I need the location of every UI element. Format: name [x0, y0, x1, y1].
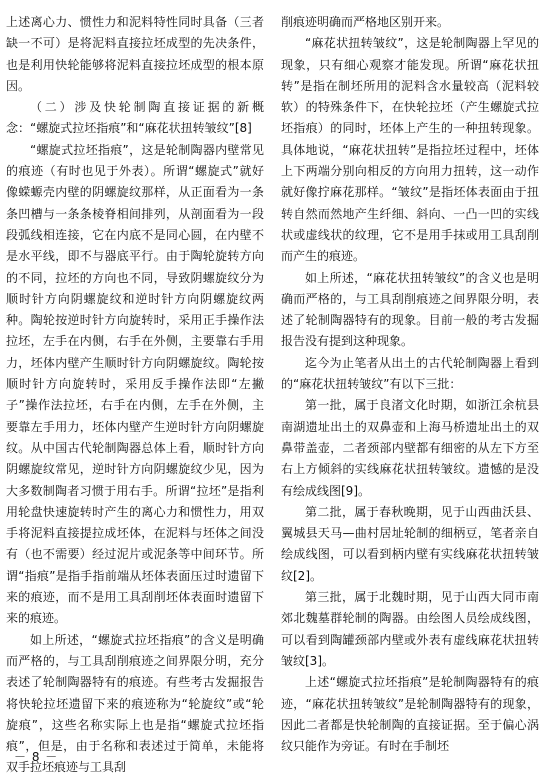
paragraph: 迄今为止笔者从出土的古代轮制陶器上看到的“麻花状扭转皱纹”有以下三批： [281, 355, 539, 392]
section-heading: （二）涉及快轮制陶直接证据的新概念：“螺旋式拉坯指痕”和“麻花状扭转皱纹”[8] [6, 100, 264, 136]
paragraph: 第二批，属于春秋晚期，见于山西曲沃县、翼城县天马—曲村居址轮制的细柄豆，笔者亲自绘成线图，可以看到柄内壁有实线麻花状扭转皱纹[2]。 [281, 504, 539, 583]
paragraph: 削痕迹明确而严格地区别开来。 [281, 15, 450, 29]
paragraph: 如上所述，“麻花状扭转皱纹”的含义也是明确而严格的，与工具刮削痕迹之间界限分明，表述了轮制陶器特有的现象。目前一般的考古发掘报告没有提到这种现象。 [281, 270, 539, 349]
paragraph: 上述离心力、惯性力和泥料特性同时具备（三者缺一不可）是将泥料直接拉坯成型的先决条件，也是利用快轮能够将泥料直接拉坯成型的根本原因。 [6, 15, 264, 93]
right-column [281, 12, 539, 757]
left-column [6, 12, 264, 779]
paragraph: 如上所述，“螺旋式拉坯指痕”的含义是明确而严格的，与工具刮削痕迹之间界限分明，充分表述了轮制陶器特有的痕迹。有些考古发掘报告将快轮拉坯遗留下来的痕迹称为“轮旋纹”或“轮旋痕”，这些名称实际上也是指“螺旋式拉坯指痕”，但是，由于名称和表述过于简单，未能将双手拉坯痕迹与工具刮 [6, 632, 264, 775]
paragraph: “螺旋式拉坯指痕”，这是轮制陶器内壁常见的痕迹（有时也见于外表）。所谓“螺旋式”就好像蝾螈壳内壁的阴螺旋纹那样，从正面看为一条条凹槽与一条条棱脊相间排列，从剖面看为一段段弧线相连接，它在内底不是同心圆，在内壁不是水平线，即不与器底平行。由于陶轮旋转方向的不同，拉坯的方向也不同，导致阴螺旋纹分为顺时针方向阴螺旋纹和逆时针方向阴螺旋纹两种。陶轮按逆时针方向旋转时，采用正手操作法拉坯，左手在内侧，右手在外侧，主要靠右手用力，坯体内壁产生顺时针方向阴螺旋纹。陶轮按顺时针方向旋转时，采用反手操作法即“左撇子”操作法拉坯，右手在内侧，左手在外侧，主要靠左手用力，坯体内壁产生逆时针方向阴螺旋纹。从中国古代轮制陶器总体上看，顺时针方向阴螺旋纹常见，逆时针方向阴螺旋纹少见，因为大多数制陶者习惯于用右手。所谓“拉坯”是指利用轮盘快速旋转时产生的离心力和惯性力，用双手将泥料直接提拉成坯体，在泥料与坯体之间没有（也不需要）经过泥片或泥条等中间环节。所谓“指痕”是指手指前端从坯体表面压过时遗留下来的痕迹，而不是用工具刮削坯体表面时遗留下来的痕迹。 [6, 142, 264, 626]
paragraph: 第三批，属于北魏时期，见于山西大同市南郊北魏墓群轮制的陶器。由绘图人员绘成线图，可以看到陶罐颈部内壁或外表有虚线麻花状扭转皱纹[3]。 [281, 590, 539, 668]
page-number: － 8 － [14, 750, 59, 764]
paragraph: 第一批，属于良渚文化时期，如浙江余杭县南湖遗址出土的双鼻壶和上海马桥遗址出土的双鼻带盖壶，二者颈部内壁都有细密的从左下方至右上方倾斜的实线麻花状扭转皱纹。遗憾的是没有绘成线图[9]。 [281, 398, 539, 498]
paragraph: “麻花状扭转皱纹”，这是轮制陶器上罕见的现象，只有细心观察才能发现。所谓“麻花状扭转”是指在制坯所用的泥料含水量较高（泥料较软）的特殊条件下，在快轮拉坯（产生螺旋式拉坯指痕）的同时，坯体上产生的一种扭转现象。具体地说，“麻花状扭转”是指拉坯过程中，坯体上下两端分别向相反的方向用力扭转，这一动作就好像拧麻花那样。“皱纹”是指坯体表面由于扭转自然而然地产生纤细、斜向、一凸一凹的实线状或虚线状的纹理，它不是用手抹或用工具刮削而产生的痕迹。 [281, 36, 539, 264]
paragraph: 上述“螺旋式拉坯指痕”是轮制陶器特有的痕迹，“麻花状扭转皱纹”是轮制陶器特有的现象，因此二者都是快轮制陶的直接证据。至于偏心涡纹只能作为旁证。有时在手制坯 [281, 675, 539, 754]
